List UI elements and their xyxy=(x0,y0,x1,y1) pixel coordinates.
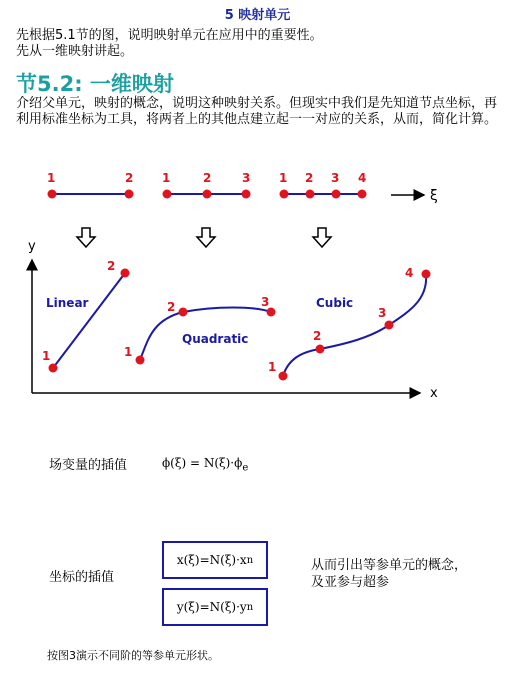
node-label: 1 xyxy=(42,349,51,363)
parent-node xyxy=(203,190,212,199)
field-formula-main: ϕ(ξ) = N(ξ)·ϕ xyxy=(162,456,243,470)
node-label: 3 xyxy=(261,295,270,309)
parent-node xyxy=(306,190,315,199)
mapped-node xyxy=(385,321,394,330)
element-name: Linear xyxy=(46,296,89,310)
node-label: 4 xyxy=(405,266,414,280)
mapping-figure xyxy=(0,160,515,410)
y-formula-main: y(ξ)=N(ξ)·y xyxy=(176,600,247,614)
parent-node xyxy=(358,190,367,199)
mapped-node xyxy=(279,372,288,381)
mapped-node xyxy=(422,270,431,279)
node-label: 2 xyxy=(305,171,314,185)
intro-line-2: 先从一维映射讲起。 xyxy=(16,44,134,59)
hollow-down-arrow-icon xyxy=(77,228,95,247)
node-label: 2 xyxy=(203,171,212,185)
field-formula-sub: e xyxy=(242,462,249,474)
intro-paragraph xyxy=(16,28,323,60)
node-label: 2 xyxy=(107,259,116,273)
node-label: 2 xyxy=(313,329,322,343)
node-label: 3 xyxy=(331,171,340,185)
hollow-down-arrow-icon xyxy=(197,228,215,247)
node-label: 1 xyxy=(47,171,56,185)
parent-element-quadratic xyxy=(162,171,251,199)
x-formula-sub: n xyxy=(246,554,254,566)
side-note xyxy=(311,557,467,591)
side-note-line-1: 从而引出等参单元的概念， xyxy=(311,558,468,573)
node-label: 1 xyxy=(124,345,133,359)
parent-element-cubic xyxy=(279,171,367,199)
node-label: 3 xyxy=(378,306,387,320)
parent-node xyxy=(163,190,172,199)
intro-line-1: 先根据5.1节的图，说明映射单元在应用中的重要性。 xyxy=(16,28,323,43)
x-formula-box xyxy=(162,541,268,579)
coord-interp-label: 坐标的插值 xyxy=(49,570,115,585)
y-formula-box xyxy=(162,588,268,626)
mapped-node xyxy=(316,345,325,354)
parent-node xyxy=(332,190,341,199)
node-label: 2 xyxy=(167,300,176,314)
node-label: 2 xyxy=(125,171,134,185)
parent-node xyxy=(125,190,134,199)
chapter-title: 5 映射单元 xyxy=(224,8,291,23)
node-label: 1 xyxy=(279,171,288,185)
field-interp-formula xyxy=(162,456,248,473)
parent-element-linear xyxy=(47,171,134,199)
section-heading: 节5.2: 一维映射 xyxy=(16,72,174,96)
x-formula-main: x(ξ)=N(ξ)·x xyxy=(176,553,247,567)
node-label: 1 xyxy=(268,360,277,374)
y-axis-label: y xyxy=(28,239,36,254)
parent-node xyxy=(48,190,57,199)
parent-node xyxy=(280,190,289,199)
mapped-element-quadratic xyxy=(124,295,276,365)
element-name: Quadratic xyxy=(182,332,249,346)
xi-label: ξ xyxy=(430,188,438,204)
element-name: Cubic xyxy=(316,296,354,310)
body-paragraph: 介绍父单元，映射的概念，说明这种映射关系。但现实中我们是先知道节点坐标，再利用标准坐标为工具，将两者上的其他点建立起一一对应的关系，从而，简化计算。 xyxy=(16,96,498,127)
y-formula-sub: n xyxy=(246,601,254,613)
mapped-node xyxy=(136,356,145,365)
hollow-down-arrow-icon xyxy=(313,228,331,247)
mapped-node xyxy=(121,269,130,278)
mapped-element-linear xyxy=(42,259,133,373)
field-interp-label: 场变量的插值 xyxy=(49,458,128,473)
node-label: 3 xyxy=(242,171,251,185)
parent-node xyxy=(242,190,251,199)
node-label: 1 xyxy=(162,171,171,185)
node-label: 4 xyxy=(358,171,367,185)
xi-axis-arrow xyxy=(391,188,438,204)
mapped-node xyxy=(179,308,188,317)
footer-note: 按图3演示不同阶的等参单元形状。 xyxy=(47,649,219,662)
x-axis-label: x xyxy=(430,386,438,401)
side-note-line-2: 及亚参与超参 xyxy=(311,575,390,590)
mapped-element-cubic xyxy=(268,266,431,381)
mapped-node xyxy=(49,364,58,373)
